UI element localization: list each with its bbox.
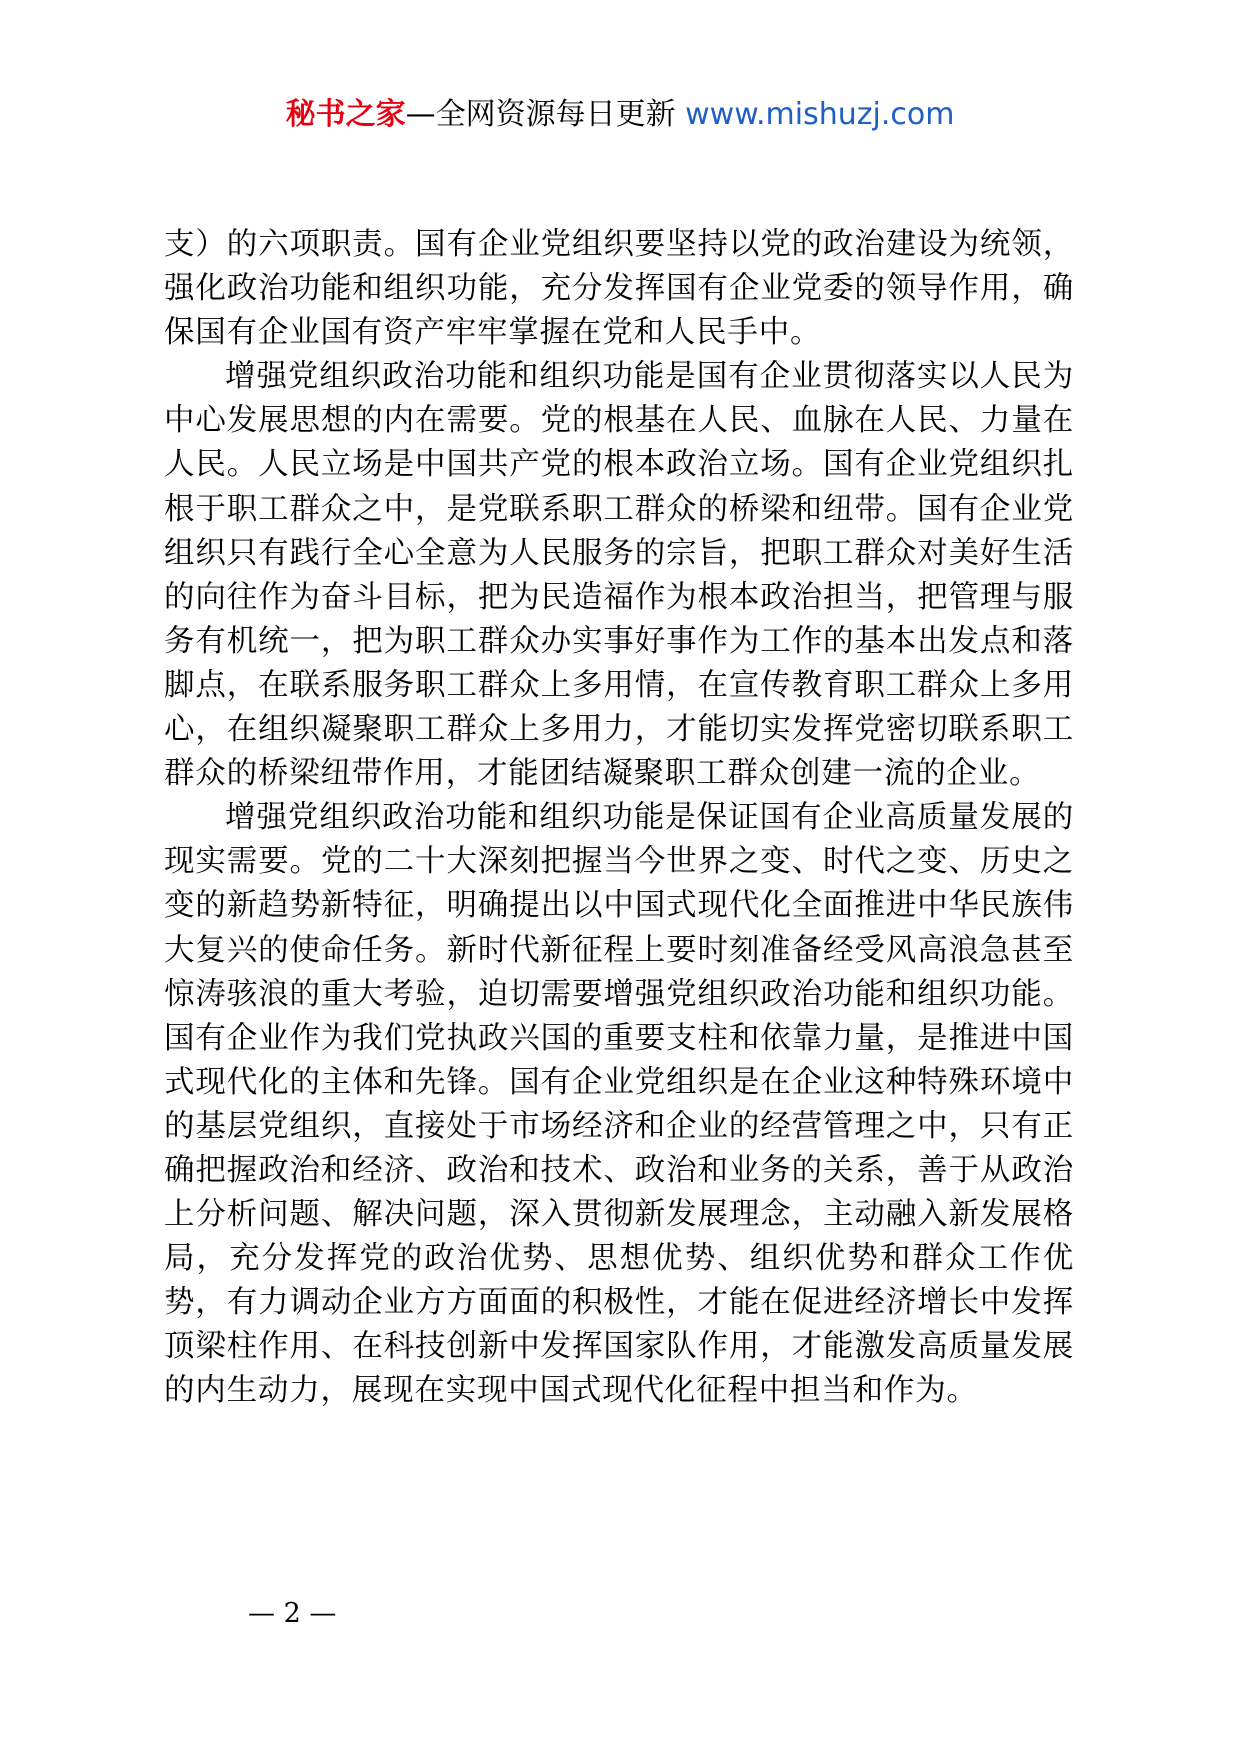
site-header — [0, 95, 1240, 135]
page-number: — 2 — — [248, 1598, 337, 1629]
paragraph-high-quality-development: 增强党组织政治功能和组织功能是保证国有企业高质量发展的现实需要。党的二十大深刻把握当今世界之变、时代之变、历史之变的新趋势新特征，明确提出以中国式现代化全面推进中华民族伟大复兴的使命任务。新时代新征程上要时刻准备经受风高浪急甚至惊涛骇浪的重大考验，迫切需要增强党组织政治功能和组织功能。国有企业作为我们党执政兴国的重要支柱和依靠力量，是推进中国式现代化的主体和先锋。国有企业党组织是在企业这种特殊环境中的基层党组织，直接处于市场经济和企业的经营管理之中，只有正确把握政治和经济、政治和技术、政治和业务的关系，善于从政治上分析问题、解决问题，深入贯彻新发展理念，主动融入新发展格局，充分发挥党的政治优势、思想优势、组织优势和群众工作优势，有力调动企业方方面面的积极性，才能在促进经济增长中发挥顶梁柱作用、在科技创新中发挥国家队作用，才能激发高质量发展的内生动力，展现在实现中国式现代化征程中担当和作为。 — [164, 800, 1074, 1409]
site-tagline: —全网资源每日更新 — [405, 97, 686, 132]
site-url-link[interactable]: www.mishuzj.com — [685, 97, 955, 132]
document-body — [164, 223, 1074, 1414]
paragraph-continued: 支）的六项职责。国有企业党组织要坚持以党的政治建设为统领，强化政治功能和组织功能，充分发挥国有企业党委的领导作用，确保国有企业国有资产牢牢掌握在党和人民手中。 — [164, 227, 1074, 351]
paragraph-people-centered: 增强党组织政治功能和组织功能是国有企业贯彻落实以人民为中心发展思想的内在需要。党的根基在人民、血脉在人民、力量在人民。人民立场是中国共产党的根本政治立场。国有企业党组织扎根于职工群众之中，是党联系职工群众的桥梁和纽带。国有企业党组织只有践行全心全意为人民服务的宗旨，把职工群众对美好生活的向往作为奋斗目标，把为民造福作为根本政治担当，把管理与服务有机统一，把为职工群众办实事好事作为工作的基本出发点和落脚点，在联系服务职工群众上多用情，在宣传教育职工群众上多用心，在组织凝聚职工群众上多用力，才能切实发挥党密切联系职工群众的桥梁纽带作用，才能团结凝聚职工群众创建一流的企业。 — [164, 359, 1074, 792]
site-brand: 秘书之家 — [285, 97, 406, 132]
